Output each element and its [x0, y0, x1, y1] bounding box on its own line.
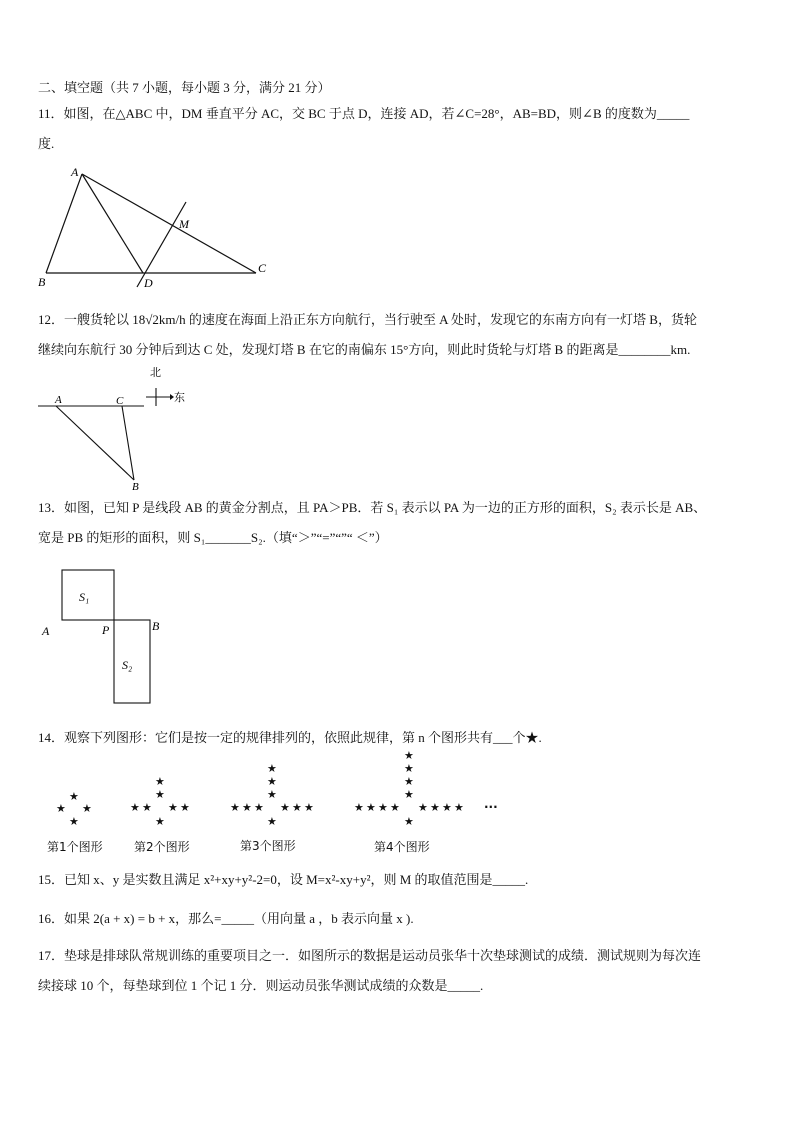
svg-text:★: ★	[242, 802, 252, 814]
q14-caption-1: 第1个图形	[47, 840, 103, 854]
q16-text-line1: 16．如果 2(a + x) = b + x，那么=_____（用向量 a ，b 表示向量 x ).	[38, 911, 414, 926]
svg-text:★: ★	[130, 802, 140, 814]
svg-text:★: ★	[267, 776, 277, 788]
svg-text:★: ★	[230, 802, 240, 814]
q13-label-p: P	[102, 623, 110, 637]
svg-text:★: ★	[404, 789, 414, 801]
q11-label-c: C	[258, 261, 267, 275]
q12-label-b: B	[132, 481, 139, 493]
svg-text:★: ★	[180, 802, 190, 814]
q12-text-line1: 12．一艘货轮以 18√2km/h 的速度在海面上沿正东方向航行，当行驶至 A 处时，发现它的东南方向有一灯塔 B，货轮	[38, 312, 697, 327]
svg-text:★: ★	[454, 802, 464, 814]
svg-text:★: ★	[267, 789, 277, 801]
q12-label-c: C	[116, 395, 124, 407]
svg-text:★: ★	[304, 802, 314, 814]
q14-caption-3: 第3个图形	[240, 839, 296, 853]
q14-ellipsis: ···	[484, 800, 498, 814]
svg-text:★: ★	[155, 789, 165, 801]
q11-text-line1: 11．如图，在△ABC 中，DM 垂直平分 AC，交 BC 于点 D，连接 AD，若∠C=28°，AB=BD，则∠B 的度数为_____	[38, 106, 690, 121]
q12-text-line2: 继续向东航行 30 分钟后到达 C 处，发现灯塔 B 在它的南偏东 15°方向，则此时货轮与灯塔 B 的距离是________km.	[38, 342, 691, 357]
svg-text:★: ★	[142, 802, 152, 814]
q13-golden-section-figure	[34, 564, 174, 709]
svg-text:★: ★	[430, 802, 440, 814]
svg-text:★: ★	[404, 763, 414, 775]
q15-text-line1: 15．已知 x、y 是实数且满足 x²+xy+y²-2=0，设 M=x²-xy+y²，则 M 的取值范围是_____.	[38, 872, 529, 887]
svg-text:★: ★	[366, 802, 376, 814]
svg-text:★: ★	[404, 776, 414, 788]
svg-text:★: ★	[442, 802, 452, 814]
q14-star-figure-3	[228, 760, 323, 830]
q14-star-figure-1	[52, 788, 102, 828]
q11-triangle-figure	[34, 162, 274, 292]
svg-text:★: ★	[254, 802, 264, 814]
svg-text:★: ★	[267, 763, 277, 775]
q12-north-label: 北	[150, 367, 161, 379]
q13-label-b: B	[152, 619, 160, 633]
q13-text-line1: 13．如图，已知 P 是线段 AB 的黄金分割点，且 PA＞PB．若 S₁ 表示以 PA 为一边的正方形的面积，S₂ 表示长是 AB、	[38, 500, 707, 515]
q14-text-line1: 14．观察下列图形：它们是按一定的规律排列的，依照此规律，第 n 个图形共有___个★.	[38, 730, 542, 745]
svg-text:★: ★	[267, 816, 277, 828]
svg-text:★: ★	[69, 816, 79, 828]
svg-text:★: ★	[69, 791, 79, 803]
q11-label-b: B	[38, 275, 46, 289]
q12-east-label: 东	[174, 392, 185, 404]
svg-text:★: ★	[56, 803, 66, 815]
section-title: 二、填空题（共 7 小题，每小题 3 分，满分 21 分）	[38, 80, 331, 95]
svg-text:★: ★	[418, 802, 428, 814]
q14-star-figure-2	[128, 773, 198, 829]
svg-text:★: ★	[354, 802, 364, 814]
svg-text:★: ★	[168, 802, 178, 814]
q14-star-figure-4	[352, 747, 472, 831]
svg-text:★: ★	[280, 802, 290, 814]
q14-caption-4: 第4个图形	[374, 840, 430, 854]
q17-text-line2: 续接球 10 个，每垫球到位 1 个记 1 分．则运动员张华测试成绩的众数是_____.	[38, 978, 484, 993]
q14-caption-2: 第2个图形	[134, 840, 190, 854]
q11-label-d: D	[144, 276, 153, 290]
q13-label-s1: S₁	[79, 590, 90, 604]
svg-text:★: ★	[155, 776, 165, 788]
q13-label-a: A	[42, 624, 50, 638]
q11-label-a: A	[71, 165, 79, 179]
q13-text-line2: 宽是 PB 的矩形的面积，则 S₁_______S₂.（填“＞”“=”“”“ ＜”）	[38, 530, 388, 545]
q13-label-s2: S₂	[122, 658, 133, 672]
q11-text-line2: 度.	[38, 136, 55, 151]
svg-text:★: ★	[155, 816, 165, 828]
svg-text:★: ★	[404, 750, 414, 762]
svg-text:★: ★	[292, 802, 302, 814]
svg-text:★: ★	[378, 802, 388, 814]
svg-text:★: ★	[390, 802, 400, 814]
q12-navigation-figure	[34, 362, 194, 492]
svg-text:★: ★	[82, 803, 92, 815]
q17-text-line1: 17．垫球是排球队常规训练的重要项目之一．如图所示的数据是运动员张华十次垫球测试的成绩．测试规则为每次连	[38, 948, 702, 963]
q11-label-m: M	[179, 217, 189, 231]
q12-label-a: A	[55, 394, 62, 406]
svg-text:★: ★	[404, 816, 414, 828]
